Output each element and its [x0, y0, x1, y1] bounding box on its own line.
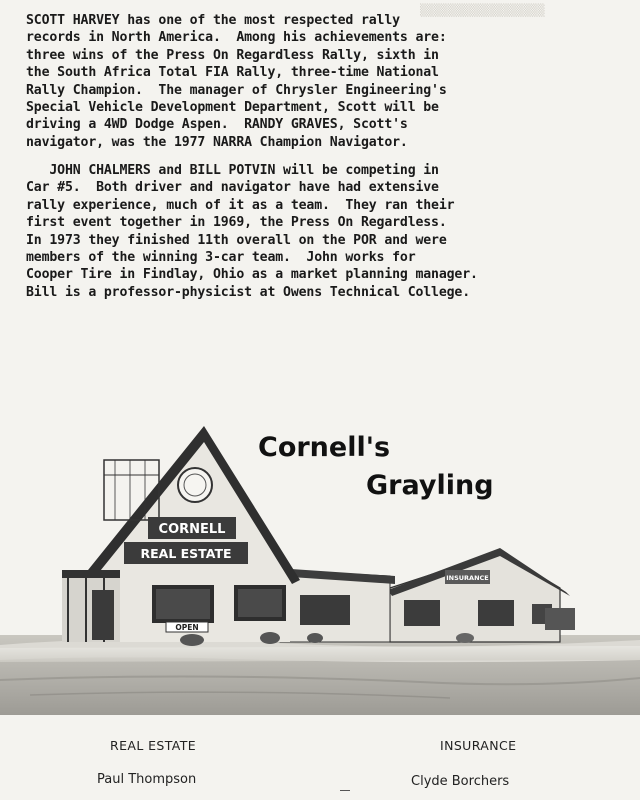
ad-title-line2: Grayling [366, 470, 494, 501]
real-estate-sign: REAL ESTATE [140, 546, 232, 561]
ad-title-line1: Cornell's [258, 432, 391, 463]
real-estate-contact: Paul Thompson [97, 772, 197, 787]
bleed-through-text: ▒▒▒▒▒▒▒▒▒▒▒▒▒▒▒▒▒▒ [420, 3, 545, 17]
svg-text:INSURANCE: INSURANCE [446, 574, 489, 582]
real-estate-heading: REAL ESTATE [110, 738, 197, 753]
insurance-contact: Clyde Borchers [411, 774, 510, 789]
scott-harvey-paragraph: SCOTT HARVEY has one of the most respected rally records in North America. Among his achievements are: three wins of the Press On Regardless Rally, sixth in the South Africa Total FIA Rally, three-time National Rally Champion. The manager of Chrysler Engineering's Special Vehicle Development Department, Scott will be driving a 4WD Dodge Aspen. RANDY GRAVES, Scott's navigator, was the 1977 NARRA Champion Navigator. [26, 13, 447, 150]
cornell-building-photo [0, 420, 640, 730]
insurance-heading: INSURANCE [440, 738, 517, 753]
page-mark [340, 790, 350, 791]
open-sign: OPEN [175, 623, 199, 632]
chalmers-potvin-paragraph: JOHN CHALMERS and BILL POTVIN will be competing in Car #5. Both driver and navigator have had extensive rally experience, much of it as a team. They ran their first event together in 1969, the Press On Regardless. In 1973 they finished 11th overall on the POR and were members of the winning 3-car team. John works for Cooper Tire in Findlay, Ohio as a market planning manager. Bill is a professor-physicist at Owens Technical College. [26, 163, 478, 300]
bleed-through-logo [255, 305, 635, 365]
cornell-sign: CORNELL [158, 522, 226, 537]
